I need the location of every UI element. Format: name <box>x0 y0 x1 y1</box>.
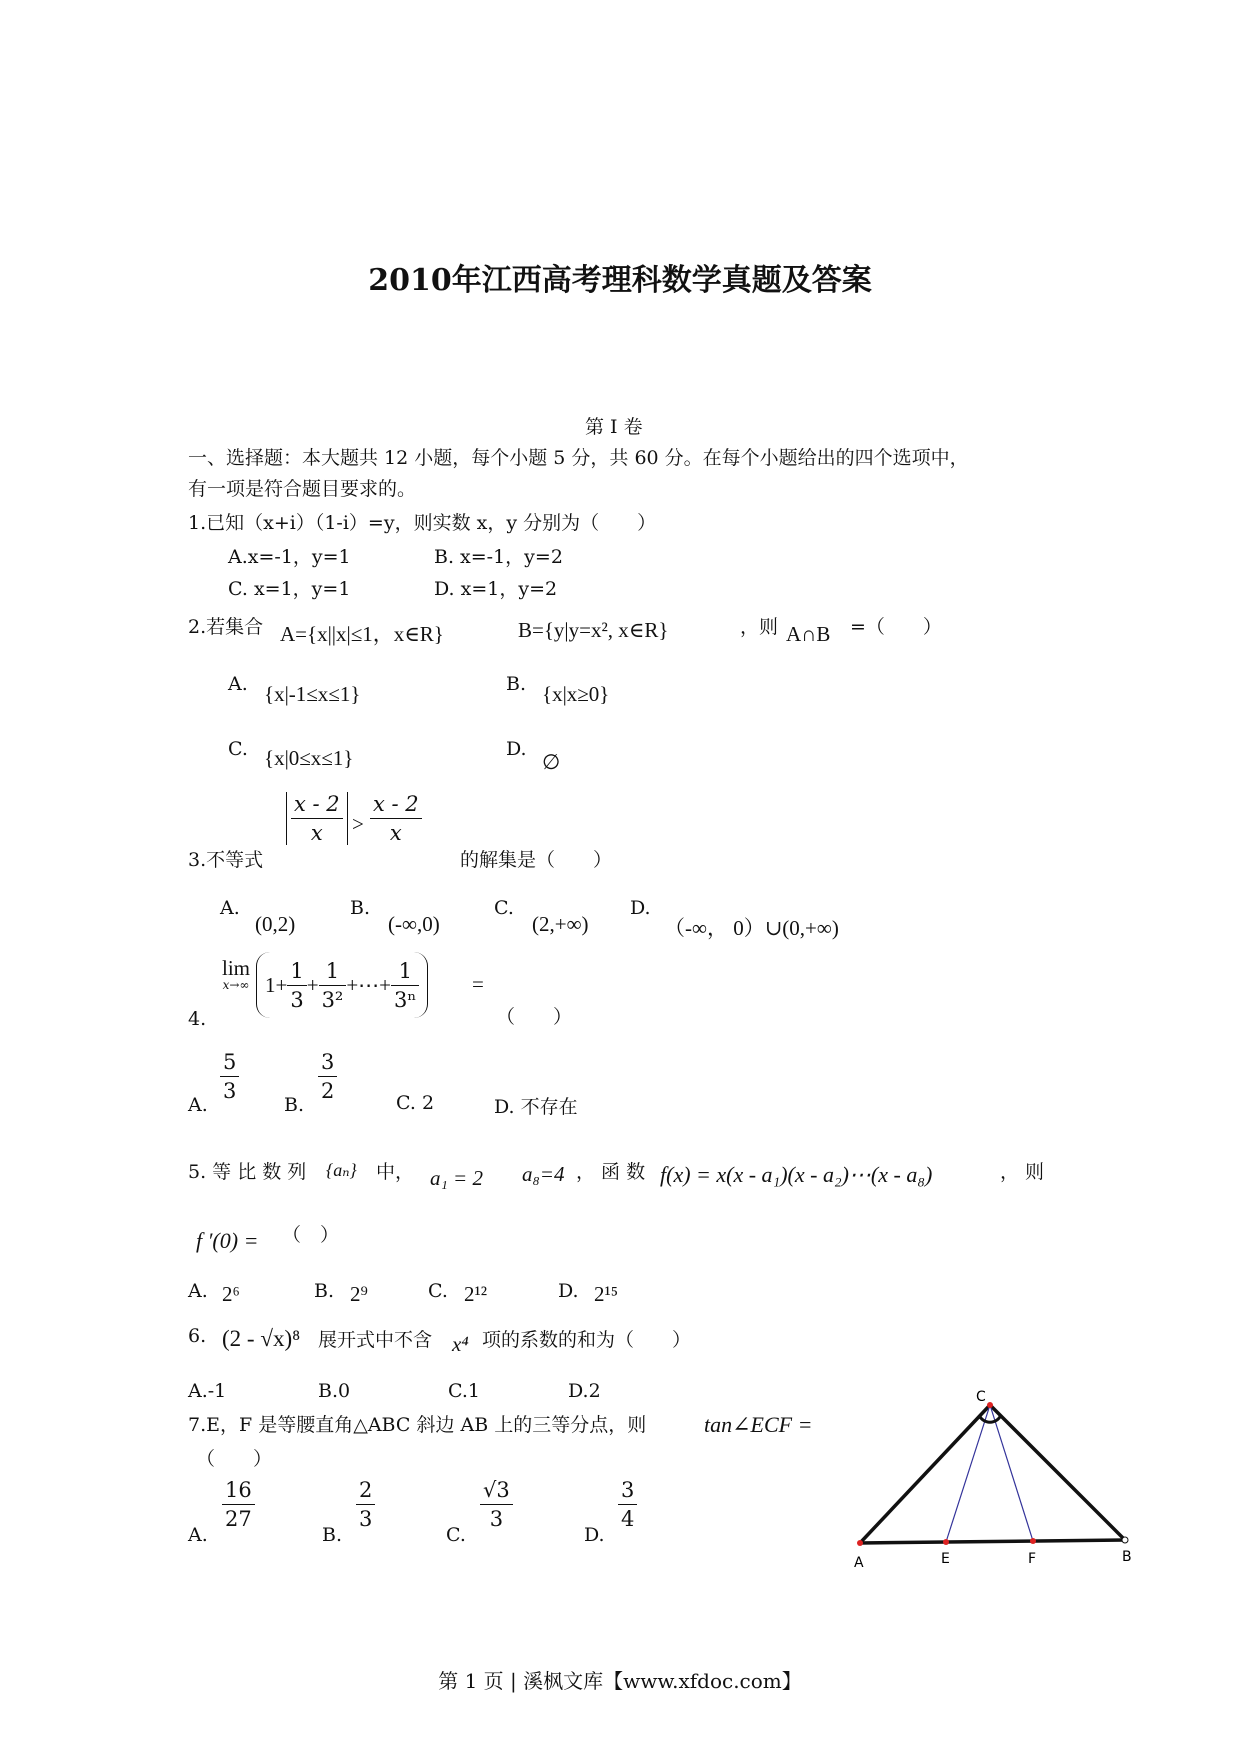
triangle-side-ab <box>860 1540 1125 1543</box>
q6-tail: 项的系数的和为（ ） <box>482 1329 692 1351</box>
q5-func-label: ， 函 数 <box>576 1161 646 1183</box>
q3-numerator: x - 2 <box>291 792 343 819</box>
q5-mid: 中， <box>376 1161 415 1183</box>
q4-label-a: A. <box>188 1094 208 1116</box>
triangle-side-cb <box>990 1405 1125 1540</box>
q2-label-c: C. <box>228 738 248 760</box>
q2-option-a: {x|-1≤x≤1} <box>264 682 361 706</box>
q7-tan: tan∠ECF = <box>704 1412 813 1437</box>
q2-option-b: {x|x≥0} <box>542 682 610 706</box>
q3-prefix: 3.不等式 <box>188 849 264 871</box>
q4-b-num: 3 <box>318 1050 337 1077</box>
q4-option-d: D. 不存在 <box>494 1096 578 1118</box>
q3-label-c: C. <box>494 897 514 919</box>
q4-a-num: 5 <box>220 1050 239 1077</box>
q5-paren: （ ） <box>282 1224 340 1246</box>
label-b: B <box>1122 1549 1132 1565</box>
q4-equals: = <box>472 972 484 996</box>
q6-option-a: A.-1 <box>188 1380 227 1402</box>
q4-paren: （ ） <box>496 1006 573 1028</box>
q5-a1: a₁ = 2 <box>430 1166 483 1190</box>
point-e <box>943 1539 949 1545</box>
q7-option-b <box>356 1478 375 1531</box>
q7-label-b: B. <box>322 1524 343 1546</box>
q7-c-num: √3 <box>480 1478 513 1505</box>
q6-option-d: D.2 <box>568 1380 601 1402</box>
right-angle-mark <box>979 1415 1001 1422</box>
q4-label-b: B. <box>284 1094 305 1116</box>
page-footer: 第 1 页 | 溪枫文库【www.xfdoc.com】 <box>438 1669 802 1693</box>
q3-tail: 的解集是（ ） <box>460 849 613 871</box>
q4-option-c: C. 2 <box>396 1092 435 1114</box>
label-c: C <box>976 1389 986 1405</box>
q2-set-b: B={y|y=x², x∈R} <box>518 618 669 642</box>
q4-tn-num: 1 <box>391 959 419 986</box>
q7-c-den: 3 <box>489 1507 504 1531</box>
point-c <box>987 1402 993 1408</box>
q7-option-c <box>480 1478 513 1531</box>
q3-label-d: D. <box>630 897 651 919</box>
q2-label-d: D. <box>506 738 527 760</box>
q1-option-c: C. x=1，y=1 <box>228 578 351 600</box>
q5-label-d: D. <box>558 1280 579 1302</box>
q5-option-c: 2¹² <box>464 1282 488 1306</box>
section-intro-line1: 一、选择题：本大题共 12 小题，每个小题 5 分，共 60 分。在每个小题给出的四个选项中， <box>188 447 969 469</box>
q2-option-c: {x|0≤x≤1} <box>264 746 354 770</box>
volume-heading: 第 I 卷 <box>585 416 643 438</box>
q3-gt: > <box>352 812 364 836</box>
q2-prefix: 2.若集合 <box>188 616 264 638</box>
q7-b-den: 3 <box>359 1507 373 1531</box>
q4-tn-den: 3ⁿ <box>394 987 417 1012</box>
q3-option-c: (2,+∞) <box>532 912 589 936</box>
q4-option-a <box>220 1050 239 1103</box>
q6-option-b: B.0 <box>318 1380 351 1402</box>
q1-stem: 1.已知（x+i）（1-i）=y，则实数 x，y 分别为（ ） <box>188 512 657 534</box>
segment-ce <box>946 1405 990 1542</box>
q6-option-c: C.1 <box>448 1380 480 1402</box>
q6-expression: (2 - √x)⁸ <box>222 1326 301 1351</box>
q3-label-a: A. <box>220 897 240 919</box>
q7-stem: 7.E，F 是等腰直角△ABC 斜边 AB 上的三等分点，则 <box>188 1414 647 1436</box>
point-b <box>1122 1537 1128 1543</box>
q4-a-den: 3 <box>223 1079 237 1103</box>
q3-label-b: B. <box>350 897 371 919</box>
q3-option-b: (-∞,0) <box>388 912 440 936</box>
q7-label-d: D. <box>584 1524 605 1546</box>
q7-d-num: 3 <box>618 1478 637 1505</box>
q3-rhs-denominator: x <box>389 821 402 845</box>
point-a <box>857 1540 863 1546</box>
q3-rhs-fraction <box>370 792 422 845</box>
q1-option-b: B. x=-1，y=2 <box>434 546 563 568</box>
q2-tail: =（ ） <box>850 616 942 638</box>
q5-label-c: C. <box>428 1280 448 1302</box>
q7-label-c: C. <box>446 1524 466 1546</box>
q4-t1-num: 1 <box>287 959 306 986</box>
q2-then: ，则 <box>740 616 779 638</box>
q4-b-den: 2 <box>321 1079 335 1103</box>
q7-paren: （ ） <box>196 1448 273 1470</box>
q6-number: 6. <box>188 1325 207 1347</box>
q5-derivative: f ′(0) = <box>196 1228 259 1253</box>
label-f: F <box>1028 1551 1037 1567</box>
q5-then: ， 则 <box>1000 1161 1045 1183</box>
q2-set-a: A={x||x|≤1，x∈R} <box>280 622 444 646</box>
q3-rhs-numerator: x - 2 <box>370 792 422 819</box>
q7-option-d <box>618 1478 637 1531</box>
q2-intersection: A∩B <box>786 622 831 646</box>
q5-label-a: A. <box>188 1280 208 1302</box>
q6-mid: 展开式中不含 <box>318 1329 433 1351</box>
q3-option-d: （-∞， 0）∪(0,+∞) <box>664 916 839 940</box>
q3-option-a: (0,2) <box>255 912 296 936</box>
q7-b-num: 2 <box>356 1478 375 1505</box>
q5-function: f(x) = x(x - a₁)(x - a₂)⋯(x - a₈) <box>660 1162 933 1187</box>
q5-option-b: 2⁹ <box>350 1282 368 1306</box>
q7-option-a <box>222 1478 255 1531</box>
q2-option-d: ∅ <box>542 750 561 774</box>
q3-denominator: x <box>310 821 323 845</box>
q4-lim-subscript: x→∞ <box>222 978 250 992</box>
q3-abs-fraction <box>286 792 348 845</box>
q5-a8: a₈=4 <box>522 1162 565 1186</box>
q6-power: x⁴ <box>452 1332 469 1356</box>
q1-option-a: A.x=-1，y=1 <box>228 546 351 568</box>
q5-option-d: 2¹⁵ <box>594 1282 619 1306</box>
q1-option-d: D. x=1，y=2 <box>434 578 558 600</box>
q4-t1-den: 3 <box>290 987 304 1012</box>
point-f <box>1030 1538 1036 1544</box>
q4-limit <box>222 958 250 991</box>
q7-label-a: A. <box>188 1524 208 1546</box>
q4-lim-word: lim <box>222 956 251 980</box>
q4-number: 4. <box>188 1008 207 1030</box>
q5-prefix: 5. 等 比 数 列 <box>188 1161 307 1183</box>
q4-parenthesized-sum: 1+ $\frac{1}{3}$ + $\frac{1}{\text{3²}}$ +⋯+ $\frac{1}{\text{3ⁿ}}$ <box>256 952 428 1018</box>
q7-d-den: 4 <box>621 1507 635 1531</box>
q4-t2-den: 3² <box>321 987 344 1012</box>
triangle-side-ac <box>860 1405 990 1543</box>
page-title: 2010年江西高考理科数学真题及答案 <box>368 263 872 298</box>
q4-t2-num: 1 <box>319 959 347 986</box>
q4-option-b <box>318 1050 337 1103</box>
q4-dots: +⋯+ <box>346 972 392 997</box>
label-e: E <box>941 1551 950 1567</box>
q2-label-a: A. <box>228 673 248 695</box>
section-intro-line2: 有一项是符合题目要求的。 <box>188 478 417 500</box>
q7-triangle-figure <box>840 1385 1140 1575</box>
label-a: A <box>854 1555 864 1571</box>
q7-a-den: 27 <box>225 1507 252 1531</box>
q5-label-b: B. <box>314 1280 335 1302</box>
q5-sequence: {aₙ} <box>326 1160 357 1180</box>
q5-option-a: 2⁶ <box>222 1282 240 1306</box>
q2-label-b: B. <box>506 673 527 695</box>
q4-one-plus: 1+ <box>265 972 288 997</box>
q7-a-num: 16 <box>222 1478 255 1505</box>
